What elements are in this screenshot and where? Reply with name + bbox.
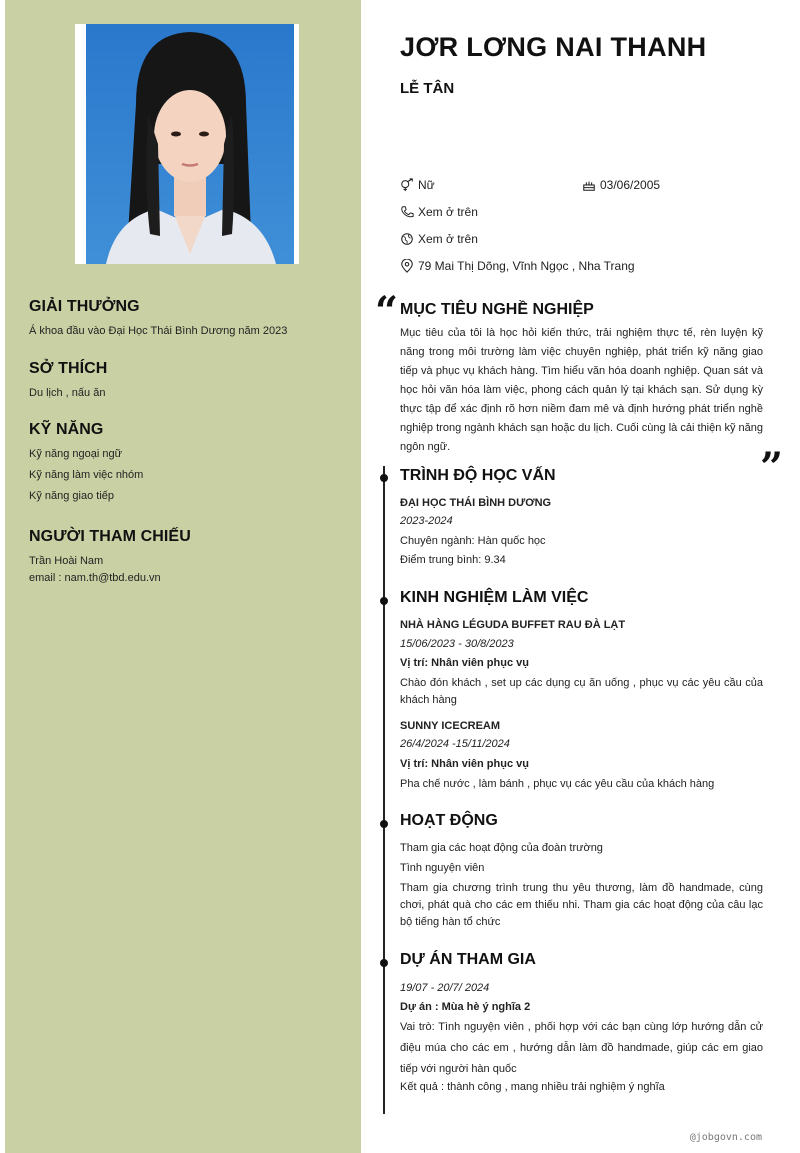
activity-item: Tình nguyện viên (400, 862, 485, 874)
job-period: 15/06/2023 - 30/8/2023 (400, 638, 514, 650)
cake-icon (582, 178, 596, 192)
sidebar (5, 0, 361, 1153)
awards-title: GIẢI THƯỞNG (29, 298, 140, 315)
reference-name: Trần Hoài Nam (29, 555, 104, 567)
education-title: TRÌNH ĐỘ HỌC VẤN (400, 467, 556, 484)
candidate-name: JƠR LƠNG NAI THANH (400, 32, 707, 62)
job-position: Vị trí: Nhân viên phục vụ (400, 657, 529, 669)
job-description: Chào đón khách , set up các dụng cụ ăn uống , phục vụ các yêu cầu của khách hàng (400, 677, 763, 706)
education-major: Chuyên ngành: Hàn quốc học (400, 535, 546, 547)
education-period: 2023-2024 (400, 515, 453, 527)
activity-item: Tham gia các hoạt động của đoàn trường (400, 842, 603, 854)
hobbies-section (29, 360, 349, 402)
school-name: ĐẠI HỌC THÁI BÌNH DƯƠNG (400, 497, 552, 509)
references-section (29, 528, 349, 587)
website-info (400, 232, 478, 246)
timeline-dot (380, 959, 388, 967)
skill-item: Kỹ năng làm việc nhóm (29, 469, 144, 481)
job-company: NHÀ HÀNG LÉGUDA BUFFET RAU ĐÀ LẠT (400, 619, 626, 631)
skills-title: KỸ NĂNG (29, 421, 104, 438)
project-name: Dự án : Mùa hè ý nghĩa 2 (400, 1001, 531, 1013)
references-title: NGƯỜI THAM CHIẾU (29, 528, 191, 545)
skills-section (29, 421, 349, 505)
phone-text: Xem ở trên (418, 205, 478, 219)
birthday-text: 03/06/2005 (600, 178, 661, 192)
phone-info (400, 205, 478, 219)
education-gpa: Điểm trung bình: 9.34 (400, 554, 506, 566)
timeline-dot (380, 474, 388, 482)
project-period: 19/07 - 20/7/ 2024 (400, 982, 490, 994)
main-content (361, 0, 800, 1153)
reference-email: email : nam.th@tbd.edu.vn (29, 572, 161, 584)
award-item: Á khoa đầu vào Đại Học Thái Bình Dương năm 2023 (29, 325, 288, 337)
gender-icon (400, 178, 414, 192)
location-pin-icon (400, 259, 414, 273)
project-result: Kết quả : thành công , mang nhiều trải nghiệm ý nghĩa (400, 1081, 665, 1093)
skill-item: Kỹ năng ngoại ngữ (29, 448, 122, 460)
objective-title: MỤC TIÊU NGHỀ NGHIỆP (400, 301, 594, 318)
activities-title: HOẠT ĐỘNG (400, 812, 498, 829)
watermark-text: @jobgovn.com (689, 1132, 762, 1143)
phone-icon (400, 205, 414, 219)
address-info (400, 259, 635, 273)
hobbies-title: SỞ THÍCH (29, 360, 108, 377)
project-role: Vai trò: Tình nguyện viên , phối hợp với các bạn cùng lớp hướng dẫn cử điệu múa cho các em , hướng dẫn làm đồ handmade, giúp các em giao tiếp với người hàn quốc (400, 1021, 763, 1075)
profile-photo (86, 24, 294, 264)
globe-icon (400, 232, 414, 246)
awards-section (29, 298, 349, 340)
hobby-item: Du lịch , nấu ăn (29, 387, 106, 399)
job-period: 26/4/2024 -15/11/2024 (400, 738, 510, 750)
activity-item: Tham gia chương trình trung thu yêu thương, làm đồ handmade, cùng chơi, phát quà cho các em thiếu nhi. Tham gia các hoạt động của câu lạc bộ tiếng hàn tổ chức (400, 882, 763, 928)
skill-item: Kỹ năng giao tiếp (29, 490, 115, 502)
portrait-image (86, 24, 294, 264)
timeline-dot (380, 597, 388, 605)
job-title: LỄ TÂN (400, 80, 455, 97)
job-position: Vị trí: Nhân viên phục vụ (400, 758, 529, 770)
experience-title: KINH NGHIỆM LÀM VIỆC (400, 589, 589, 606)
address-text: 79 Mai Thị Dõng, Vĩnh Ngọc , Nha Trang (418, 259, 635, 273)
open-quote-icon: “ (375, 288, 399, 335)
profile-photo-frame (75, 24, 299, 264)
timeline-dot (380, 820, 388, 828)
birthday-info (582, 178, 660, 192)
job-description: Pha chế nước , làm bánh , phục vụ các yêu cầu của khách hàng (400, 778, 715, 790)
website-text: Xem ở trên (418, 232, 478, 246)
timeline-line (383, 466, 385, 1114)
objective-text: Mục tiêu của tôi là học hỏi kiến thức, trải nghiệm thực tế, rèn luyện kỹ năng trong môi trường làm việc chuyên nghiệp, phát triển kỹ năng giao tiếp và phục vụ khách hàng. Tìm hiểu văn hóa doanh nghiệp. Quan sát và học hỏi văn hóa làm việc, phong cách quản lý tại khách sạn. Sử dụng kỳ thực tập để xác định rõ hơn niềm đam mê và định hướng phát triển nghề nghiệp trong ngành khách sạn hoặc du lịch. Cuối cùng là cải thiện kỹ năng ngôn ngữ. (400, 327, 763, 453)
close-quote-icon: ” (760, 444, 784, 491)
job-company: SUNNY ICECREAM (400, 720, 501, 732)
gender-info (400, 178, 435, 192)
gender-text: Nữ (418, 178, 435, 192)
projects-title: DỰ ÁN THAM GIA (400, 951, 536, 968)
